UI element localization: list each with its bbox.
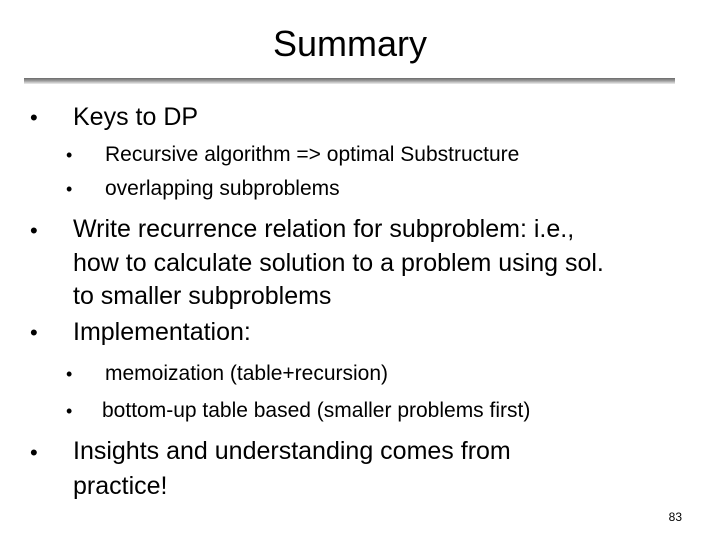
bullet-icon: • (30, 218, 38, 243)
bullet-item-recurrence-line-1: Write recurrence relation for subproblem: i.e., (73, 215, 575, 243)
bullet-item-insights-line-2: practice! (73, 472, 168, 500)
bullet-icon: • (30, 440, 38, 465)
sub-bullet-icon: • (66, 145, 73, 165)
bullet-item-keys-to-dp: Keys to DP (73, 103, 199, 131)
page-number: 83 (668, 510, 682, 524)
sub-bullet-icon: • (66, 179, 73, 199)
bullet-item-recurrence-line-2: how to calculate solution to a problem using sol. (73, 249, 604, 277)
title-divider (24, 78, 675, 84)
bullet-item-recurrence-line-3: to smaller subproblems (73, 282, 332, 310)
slide-title: Summary (272, 23, 428, 64)
bullet-icon: • (30, 320, 38, 345)
bullet-item-implementation: Implementation: (73, 318, 251, 346)
sub-item-recursive-algorithm: Recursive algorithm => optimal Substructure (105, 143, 520, 166)
bullet-icon: • (30, 105, 38, 130)
sub-item-bottom-up: bottom-up table based (smaller problems first) (102, 399, 531, 422)
sub-item-memoization: memoization (table+recursion) (105, 362, 389, 385)
sub-bullet-icon: • (66, 364, 73, 384)
bullet-item-insights-line-1: Insights and understanding comes from (73, 437, 511, 465)
sub-bullet-icon: • (66, 401, 73, 421)
sub-item-overlapping-subproblems: overlapping subproblems (105, 177, 340, 200)
